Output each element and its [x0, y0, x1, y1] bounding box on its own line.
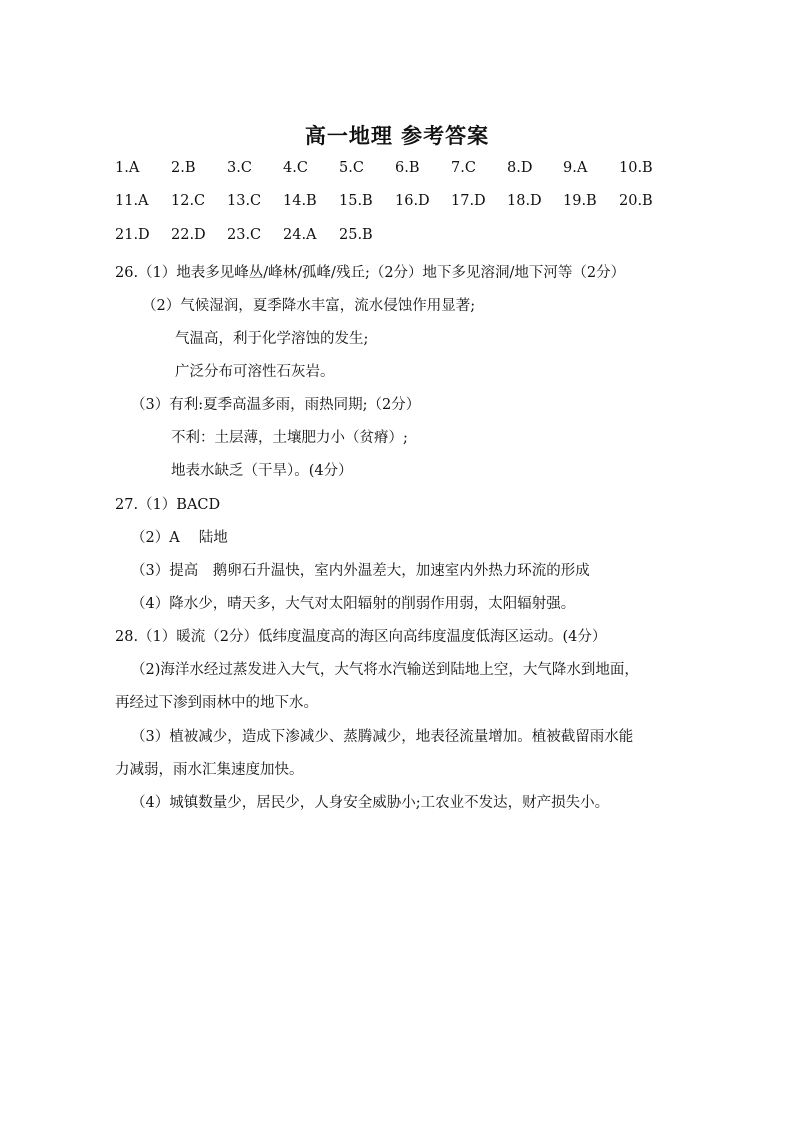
mc-answer: 15.B	[339, 193, 373, 209]
mc-answer: 1.A	[115, 160, 140, 176]
q27-line-4: （4）降水少，晴天多，大气对太阳辐射的削弱作用弱，太阳辐射强。	[131, 596, 576, 612]
q26-line-1: 26.（1）地表多见峰丛/峰林/孤峰/残丘;（2分）地下多见溶洞/地下河等（2分）	[115, 265, 626, 281]
q28-line-1: 28.（1）暖流（2分）低纬度温度高的海区向高纬度温度低海区运动。(4分）	[115, 629, 607, 645]
q26-line-3: 气温高，利于化学溶蚀的发生;	[175, 331, 369, 347]
mc-answer: 25.B	[339, 227, 373, 243]
mc-answer: 10.B	[619, 160, 653, 176]
q27-line-2: （2）A 陆地	[131, 530, 228, 546]
mc-answer: 9.A	[563, 160, 588, 176]
q26-line-2: （2）气候湿润，夏季降水丰富，流水侵蚀作用显著;	[142, 298, 476, 314]
q27-line-1: 27.（1）BACD	[115, 497, 221, 513]
mc-answer: 17.D	[451, 193, 486, 209]
mc-answer: 7.C	[451, 160, 476, 176]
mc-answer: 24.A	[283, 227, 317, 243]
mc-answer: 4.C	[283, 160, 308, 176]
mc-answer: 11.A	[115, 193, 149, 209]
q26-line-4: 广泛分布可溶性石灰岩。	[175, 364, 335, 380]
mc-answer: 5.C	[339, 160, 364, 176]
mc-answer: 14.B	[283, 193, 317, 209]
q28-line-5: 力减弱，雨水汇集速度加快。	[115, 762, 304, 778]
mc-answer: 21.D	[115, 227, 150, 243]
mc-answer: 20.B	[619, 193, 653, 209]
q28-line-2: （2)海洋水经过蒸发进入大气，大气将水汽输送到陆地上空，大气降水到地面，	[131, 662, 639, 678]
mc-answer: 12.C	[171, 193, 206, 209]
mc-answer: 2.B	[171, 160, 196, 176]
mc-answer: 8.D	[507, 160, 533, 176]
mc-answer: 6.B	[395, 160, 420, 176]
mc-answer: 13.C	[227, 193, 262, 209]
page-title: 高一地理 参考答案	[304, 124, 490, 148]
q28-line-3: 再经过下渗到雨林中的地下水。	[115, 695, 318, 711]
mc-answer: 23.C	[227, 227, 262, 243]
mc-answer: 3.C	[227, 160, 252, 176]
mc-answer: 19.B	[563, 193, 597, 209]
q26-line-7: 地表水缺乏（干旱）。(4分）	[171, 463, 353, 479]
mc-answer: 16.D	[395, 193, 430, 209]
mc-answer: 18.D	[507, 193, 542, 209]
q26-line-6: 不利：土层薄，土壤肥力小（贫瘠）;	[171, 430, 408, 446]
mc-answer: 22.D	[171, 227, 206, 243]
q28-line-4: （3）植被减少，造成下渗减少、蒸腾减少，地表径流量增加。植被截留雨水能	[131, 729, 634, 745]
q27-line-3: （3）提高 鹅卵石升温快，室内外温差大，加速室内外热力环流的形成	[131, 563, 590, 579]
q28-line-6: （4）城镇数量少，居民少，人身安全威胁小;工农业不发达，财产损失小。	[131, 795, 610, 811]
q26-line-5: （3）有利:夏季高温多雨，雨热同期;（2分）	[131, 397, 421, 413]
